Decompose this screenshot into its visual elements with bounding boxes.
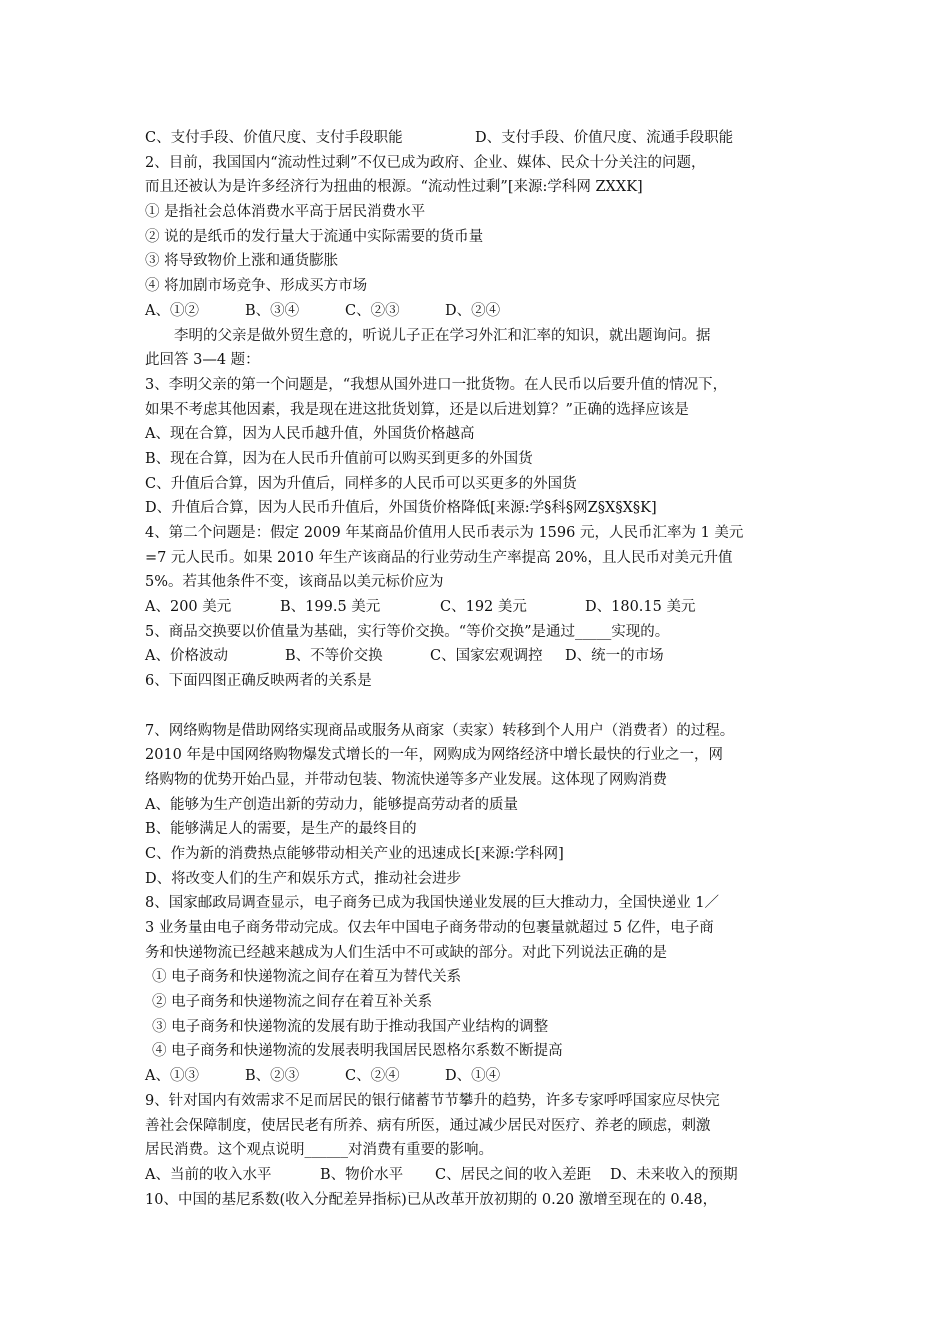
q4-stem-line-3: 5%。若其他条件不变，该商品以美元标价应为 (145, 574, 444, 591)
q3-option-b: B、现在合算，因为在人民币升值前可以购买到更多的外国货 (145, 450, 533, 467)
q2-options (145, 299, 825, 324)
q7-option-d: D、将改变人们的生产和娱乐方式，推动社会进步 (145, 870, 462, 887)
q9-stem-line-2: 善社会保障制度，使居民老有所养、病有所医，通过减少居民对医疗、养老的顾虑，刺激 (145, 1117, 711, 1134)
q1-option-d: D、支付手段、价值尺度、流通手段职能 (475, 130, 734, 146)
q4-stem-line-2: =7 元人民币。如果 2010 年生产该商品的行业劳动生产率提高 20%，且人民币对美元升值 (145, 549, 733, 566)
q1-options (145, 126, 825, 151)
q9-option-b: B、物价水平 (320, 1166, 404, 1183)
q4-option-c: C、192 美元 (440, 599, 527, 616)
q3-option-c: C、升值后合算，因为升值后，同样多的人民币可以买更多的外国货 (145, 475, 577, 492)
q10-stem: 10、中国的基尼系数(收入分配差异指标)已从改革开放初期的 0.20 激增至现在的 0.48， (145, 1191, 718, 1208)
q2-stem-line-2: 而且还被认为是许多经济行为扭曲的根源。“流动性过剩”[来源:学科网 ZXXK] (145, 179, 643, 196)
q5-option-c: C、国家宏观调控 (430, 648, 543, 665)
q7-option-b: B、能够满足人的需要，是生产的最终目的 (145, 821, 417, 838)
q8-item-1: ① 电子商务和快递物流之间存在着互为替代关系 (152, 969, 462, 986)
q8-stem-line-2: 3 业务量由电子商务带动完成。仅去年中国电子商务带动的包裹量就超过 5 亿件，电子商 (145, 920, 714, 936)
q3-option-a: A、现在合算，因为人民币越升值，外国货价格越高 (145, 426, 475, 443)
q8-item-2: ② 电子商务和快递物流之间存在着互补关系 (152, 994, 433, 1011)
q8-option-a: A、①③ (145, 1068, 199, 1085)
q5-option-b: B、不等价交换 (285, 648, 383, 665)
q9-option-a: A、当前的收入水平 (145, 1166, 272, 1183)
q2-option-b: B、③④ (245, 302, 300, 319)
q9-stem-line-1: 9、针对国内有效需求不足而居民的银行储蓄节节攀升的趋势，许多专家呼呼国家应尽快完 (145, 1092, 720, 1109)
q4-stem-line-1: 4、第二个问题是：假定 2009 年某商品价值用人民币表示为 1596 元，人民币汇率为 1 美元 (145, 525, 744, 541)
blank-spacer (145, 694, 825, 719)
q4-option-a: A、200 美元 (145, 599, 232, 616)
q4-options (145, 595, 825, 620)
q2-item-3: ③ 将导致物价上涨和通货膨胀 (145, 253, 339, 270)
q7-stem-line-2: 2010 年是中国网络购物爆发式增长的一年，网购成为网络经济中增长最快的行业之一，网 (145, 747, 724, 764)
exam-content (145, 126, 825, 1212)
q2-item-2: ② 说的是纸币的发行量大于流通中实际需要的货币量 (145, 228, 484, 245)
q2-option-a: A、①② (145, 302, 199, 319)
q8-stem-line-1: 8、国家邮政局调查显示，电子商务已成为我国快递业发展的巨大推动力，全国快递业 1／ (145, 895, 720, 912)
q3-stem-line-2: 如果不考虑其他因素，我是现在进这批货划算，还是以后进划算？”正确的选择应该是 (145, 401, 689, 418)
q5-option-a: A、价格波动 (145, 648, 228, 665)
q8-option-d: D、①④ (445, 1068, 501, 1085)
q6-stem: 6、下面四图正确反映两者的关系是 (145, 673, 372, 690)
q3-option-d: D、升值后合算，因为人民币升值后，外国货价格降低[来源:学§科§网Z§X§X§K] (145, 500, 657, 517)
q2-option-d: D、②④ (445, 302, 501, 319)
q3-stem-line-1: 3、李明父亲的第一个问题是，“我想从国外进口一批货物。在人民币以后要升值的情况下， (145, 376, 728, 393)
q8-stem-line-3: 务和快递物流已经越来越成为人们生活中不可或缺的部分。对此下列说法正确的是 (145, 944, 667, 961)
q4-option-b: B、199.5 美元 (280, 599, 381, 616)
q9-stem-line-3: 居民消费。这个观点说明______对消费有重要的影响。 (145, 1142, 493, 1159)
q9-option-d: D、未来收入的预期 (610, 1166, 738, 1183)
q5-stem: 5、商品交换要以价值量为基础，实行等价交换。“等价交换”是通过_____实现的。 (145, 623, 670, 640)
q8-option-c: C、②④ (345, 1068, 400, 1085)
q2-item-1: ① 是指社会总体消费水平高于居民消费水平 (145, 204, 426, 221)
q2-stem-line-1: 2、目前，我国国内“流动性过剩”不仅已成为政府、企业、媒体、民众十分关注的问题， (145, 154, 706, 171)
q7-stem-line-1: 7、网络购物是借助网络实现商品或服务从商家（卖家）转移到个人用户（消费者）的过程。 (145, 722, 735, 739)
q1-option-c: C、支付手段、价值尺度、支付手段职能 (145, 130, 403, 146)
q4-option-d: D、180.15 美元 (585, 599, 696, 616)
q7-stem-line-3: 络购物的优势开始凸显，并带动包装、物流快递等多产业发展。这体现了网购消费 (145, 771, 667, 788)
q7-option-a: A、能够为生产创造出新的劳动力，能够提高劳动者的质量 (145, 796, 518, 813)
q8-item-4: ④ 电子商务和快递物流的发展表明我国居民恩格尔系数不断提高 (152, 1043, 563, 1060)
q7-option-c: C、作为新的消费热点能够带动相关产业的迅速成长[来源:学科网] (145, 845, 564, 862)
q5-option-d: D、统一的市场 (565, 648, 664, 665)
intro-line-1: 李明的父亲是做外贸生意的，听说儿子正在学习外汇和汇率的知识，就出题询问。据 (174, 327, 711, 344)
q8-options (145, 1064, 825, 1089)
q9-option-c: C、居民之间的收入差距 (435, 1166, 592, 1183)
q5-options (145, 644, 825, 669)
q9-options (145, 1163, 825, 1188)
q2-item-4: ④ 将加剧市场竞争、形成买方市场 (145, 278, 368, 295)
intro-line-2: 此回答 3—4 题： (145, 352, 260, 369)
q2-option-c: C、②③ (345, 302, 400, 319)
q8-option-b: B、②③ (245, 1068, 300, 1085)
q8-item-3: ③ 电子商务和快递物流的发展有助于推动我国产业结构的调整 (152, 1018, 549, 1035)
